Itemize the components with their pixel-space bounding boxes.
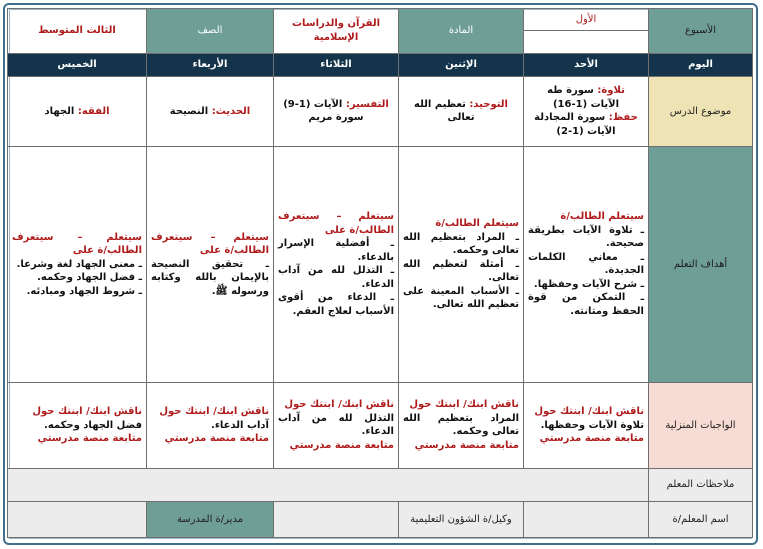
days-row [8,53,753,76]
class-label: الصف [147,9,274,54]
principal-label: مدير/ة المدرسة [147,502,274,538]
notes-row [8,468,753,502]
topic-label: موضوع الدرس [649,77,753,146]
homework-tuesday: ناقش ابنك/ ابنتك حول التذلل لله من آداب الدعاء. متابعة منصة مدرستي [274,383,399,469]
day-label: اليوم [649,53,753,76]
topic-wednesday: الحديث: النصيحة [147,77,274,146]
day-thursday: الخميس [8,53,147,76]
week-label: الأسبوع [649,9,753,54]
goals-monday: سيتعلم الطالب/ة ـ المراد بتعظيم الله تعالى وحكمه. ـ أمثلة لتعظيم الله تعالى. ـ الأسباب المعينة على تعظيم الله تعالى. [399,146,524,382]
homework-sunday: ناقش ابنك/ ابنتك حول تلاوة الآيات وحفظها. متابعة منصة مدرستي [524,383,649,469]
topic-tuesday: التفسير: الآيات (1-9) سورة مريم [274,77,399,146]
topic-monday: التوحيد: تعظيم الله تعالى [399,77,524,146]
teacher-name-field[interactable] [524,502,649,538]
goals-label: أهداف التعلم [649,146,753,382]
goals-wednesday: سيتعلم – سيتعرف الطالب/ة على ـ تحقيق النصيحة بالإيمان بالله وكتابه ورسوله ﷺ. [147,146,274,382]
topic-sunday-hifz-ayat: الآيات (1-2) [556,125,616,137]
topic-sunday-hifz: حفظ: سورة المجادلة [534,112,638,124]
subject-value: القرآن والدراسات الإسلامية [274,9,399,54]
notes-field[interactable] [8,468,649,502]
homework-monday: ناقش ابنك/ ابنتك حول المراد بتعظيم الله تعالى وحكمه. متابعة منصة مدرستي [399,383,524,469]
header-row [8,9,753,54]
goals-tuesday: سيتعلم – سيتعرف الطالب/ة على ـ أفضلية الإسرار بالدعاء. ـ التذلل لله من آداب الدعاء. ـ الدعاء من أقوى الأسباب لعلاج العقم. [274,146,399,382]
vice-principal-label: وكيل/ة الشؤون التعليمية [399,502,524,538]
teacher-name-label: اسم المعلم/ة [649,502,753,538]
notes-label: ملاحظات المعلم [649,468,753,502]
signature-row [8,502,753,538]
topic-sunday-tilawa: تلاوة: سورة طه [547,85,625,97]
principal-field[interactable] [8,502,147,538]
homework-row [8,383,753,469]
topic-thursday: الفقه: الجهاد [8,77,147,146]
day-monday: الإثنين [399,53,524,76]
vice-principal-field[interactable] [274,502,399,538]
goals-thursday: سيتعلم – سيتعرف الطالب/ة على ـ معنى الجهاد لغة وشرعا. ـ فضل الجهاد وحكمه. ـ شروط الجهاد ومبادئه. [8,146,147,382]
day-wednesday: الأربعاء [147,53,274,76]
class-value: الثالث المتوسط [8,9,147,54]
topic-row [8,77,753,146]
homework-label: الواجبات المنزلية [649,383,753,469]
week-value: الأول [524,10,648,31]
homework-thursday: ناقش ابنك/ ابنتك حول فضل الجهاد وحكمه. متابعة منصة مدرستي [8,383,147,469]
topic-sunday-tilawa-ayat: الآيات (1-16) [552,98,620,110]
subject-label: المادة [399,9,524,54]
day-tuesday: الثلاثاء [274,53,399,76]
week-value-cell [524,9,649,54]
lesson-plan-table [7,8,753,538]
week-value-blank [524,31,648,51]
homework-wednesday: ناقش ابنك/ ابنتك حول آداب الدعاء. متابعة منصة مدرستي [147,383,274,469]
topic-sunday [524,77,649,146]
goals-sunday: سيتعلم الطالب/ة ـ تلاوة الآيات بطريقة صحيحة. ـ معاني الكلمات الجديدة. ـ شرح الآيات وحفظها. ـ التمكن من قوة الحفظ ومتانته. [524,146,649,382]
goals-row [8,146,753,382]
day-sunday: الأحد [524,53,649,76]
